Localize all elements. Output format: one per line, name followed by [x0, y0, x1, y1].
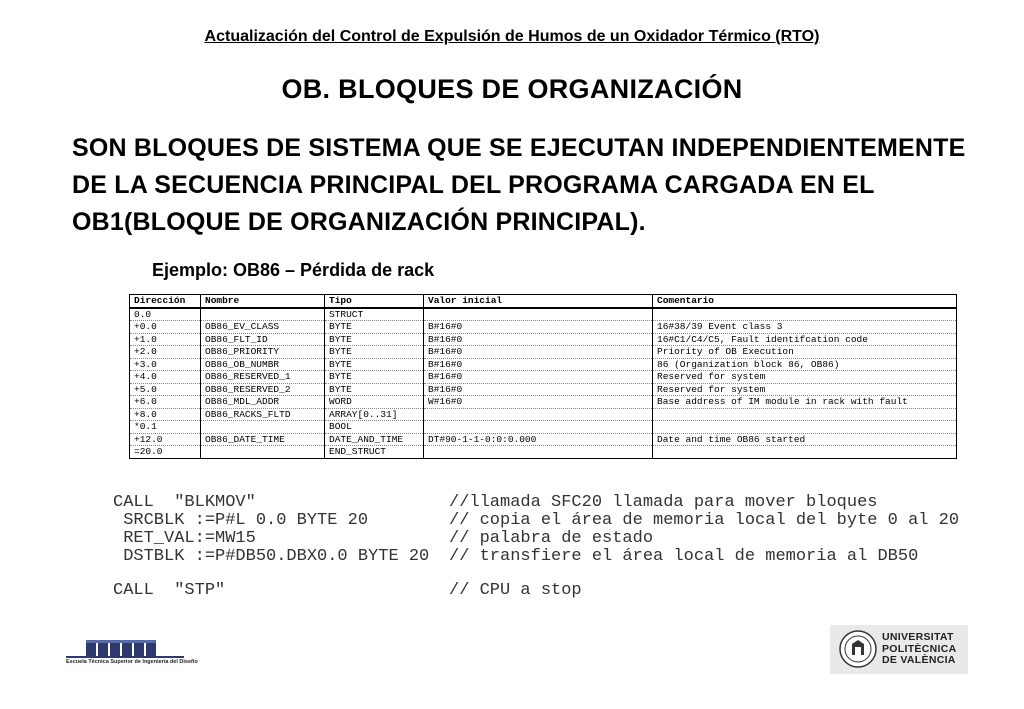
- cell-comentario: Priority of OB Execution: [653, 346, 957, 359]
- cell-comentario: [653, 308, 957, 321]
- cell-direccion: +4.0: [130, 371, 201, 384]
- table-row: [130, 408, 957, 421]
- cell-tipo: BYTE: [325, 383, 424, 396]
- cell-valor-inicial: [424, 308, 653, 321]
- code-instruction: SRCBLK :=P#L 0.0 BYTE 20: [113, 511, 369, 530]
- variable-declaration-table: [129, 294, 957, 459]
- table-row: [130, 421, 957, 434]
- table-row: [130, 433, 957, 446]
- table-row: [130, 308, 957, 321]
- upv-name-line: DE VALÈNCIA: [882, 654, 956, 666]
- code-comment: // CPU a stop: [449, 581, 582, 600]
- cell-tipo: END_STRUCT: [325, 446, 424, 459]
- code-line: [113, 548, 959, 566]
- cell-tipo: BYTE: [325, 333, 424, 346]
- body-line: DE LA SECUENCIA PRINCIPAL DEL PROGRAMA CARGADA EN EL: [72, 171, 875, 199]
- code-comment: // copia el área de memoria local del byte 0 al 20: [449, 511, 960, 530]
- cell-tipo: BYTE: [325, 346, 424, 359]
- etsid-name: Escuela Técnica Superior de Ingeniería del Diseño: [66, 659, 198, 665]
- table-header-row: [130, 295, 957, 308]
- cell-valor-inicial: B#16#0: [424, 346, 653, 359]
- column-header-direccion: Dirección: [130, 295, 201, 308]
- upv-name: [882, 632, 956, 667]
- table-row: [130, 396, 957, 409]
- cell-tipo: DATE_AND_TIME: [325, 433, 424, 446]
- code-comment: //llamada SFC20 llamada para mover bloques: [449, 493, 878, 512]
- cell-comentario: [653, 408, 957, 421]
- upv-name-line: POLITÈCNICA: [882, 642, 957, 655]
- cell-valor-inicial: B#16#0: [424, 321, 653, 334]
- cell-nombre: [201, 308, 325, 321]
- table-body: [130, 308, 957, 459]
- code-comment: // transfiere el área local de memoria al DB50: [449, 547, 919, 566]
- cell-nombre: OB86_RACKS_FLTD: [201, 408, 325, 421]
- cell-nombre: [201, 446, 325, 459]
- cell-valor-inicial: W#16#0: [424, 396, 653, 409]
- cell-valor-inicial: [424, 446, 653, 459]
- cell-comentario: 16#C1/C4/C5, Fault identifcation code: [653, 333, 957, 346]
- cell-nombre: OB86_EV_CLASS: [201, 321, 325, 334]
- cell-valor-inicial: B#16#0: [424, 371, 653, 384]
- cell-direccion: +1.0: [130, 333, 201, 346]
- code-instruction: CALL "STP": [113, 581, 226, 600]
- code-line: [113, 530, 959, 548]
- cell-direccion: +5.0: [130, 383, 201, 396]
- upv-seal-icon: [839, 630, 877, 668]
- cell-comentario: Date and time OB86 started: [653, 433, 957, 446]
- cell-valor-inicial: DT#90-1-1-0:0:0.000: [424, 433, 653, 446]
- table-row: [130, 333, 957, 346]
- code-instruction: CALL "BLKMOV": [113, 493, 256, 512]
- cell-nombre: OB86_DATE_TIME: [201, 433, 325, 446]
- cell-tipo: BYTE: [325, 358, 424, 371]
- cell-comentario: [653, 421, 957, 434]
- cell-valor-inicial: [424, 421, 653, 434]
- example-label: Ejemplo: OB86 – Pérdida de rack: [152, 260, 435, 280]
- cell-comentario: Reserved for system: [653, 383, 957, 396]
- cell-nombre: OB86_FLT_ID: [201, 333, 325, 346]
- cell-nombre: OB86_PRIORITY: [201, 346, 325, 359]
- code-line: [113, 582, 959, 600]
- cell-direccion: +6.0: [130, 396, 201, 409]
- code-comment: // palabra de estado: [449, 529, 654, 548]
- cell-tipo: ARRAY[0..31]: [325, 408, 424, 421]
- code-instruction: RET_VAL:=MW15: [113, 529, 256, 548]
- cell-comentario: 86 (Organization block 86, OB86): [653, 358, 957, 371]
- cell-tipo: BYTE: [325, 321, 424, 334]
- cell-comentario: Base address of IM module in rack with fault: [653, 396, 957, 409]
- cell-tipo: STRUCT: [325, 308, 424, 321]
- table-row: [130, 383, 957, 396]
- cell-nombre: OB86_MDL_ADDR: [201, 396, 325, 409]
- column-header-tipo: Tipo: [325, 295, 424, 308]
- cell-comentario: 16#38/39 Event class 3: [653, 321, 957, 334]
- table-row: [130, 371, 957, 384]
- cell-tipo: BYTE: [325, 371, 424, 384]
- section-title: OB. BLOQUES DE ORGANIZACIÓN: [281, 74, 743, 104]
- cell-valor-inicial: B#16#0: [424, 383, 653, 396]
- code-line: [113, 512, 959, 530]
- column-header-nombre: Nombre: [201, 295, 325, 308]
- table-row: [130, 346, 957, 359]
- table-row: [130, 446, 957, 459]
- code-line: [113, 494, 959, 512]
- code-instruction: DSTBLK :=P#DB50.DBX0.0 BYTE 20: [113, 547, 430, 566]
- cell-direccion: +8.0: [130, 408, 201, 421]
- body-paragraph: [72, 130, 1002, 241]
- cell-valor-inicial: B#16#0: [424, 333, 653, 346]
- cell-direccion: 0.0: [130, 308, 201, 321]
- cell-direccion: +0.0: [130, 321, 201, 334]
- cell-direccion: +12.0: [130, 433, 201, 446]
- cell-nombre: OB86_RESERVED_1: [201, 371, 325, 384]
- cell-comentario: Reserved for system: [653, 371, 957, 384]
- body-line: OB1(BLOQUE DE ORGANIZACIÓN PRINCIPAL).: [72, 208, 646, 236]
- cell-tipo: WORD: [325, 396, 424, 409]
- cell-tipo: BOOL: [325, 421, 424, 434]
- table-row: [130, 358, 957, 371]
- cell-nombre: [201, 421, 325, 434]
- cell-direccion: +2.0: [130, 346, 201, 359]
- document-header-title: Actualización del Control de Expulsión de Humos de un Oxidador Térmico (RTO): [204, 28, 820, 45]
- cell-nombre: OB86_RESERVED_2: [201, 383, 325, 396]
- cell-direccion: =20.0: [130, 446, 201, 459]
- cell-direccion: *0.1: [130, 421, 201, 434]
- body-line: SON BLOQUES DE SISTEMA QUE SE EJECUTAN INDEPENDIENTEMENTE: [72, 134, 966, 162]
- cell-comentario: [653, 446, 957, 459]
- cell-valor-inicial: [424, 408, 653, 421]
- cell-valor-inicial: B#16#0: [424, 358, 653, 371]
- column-header-valor-inicial: Valor inicial: [424, 295, 653, 308]
- cell-nombre: OB86_OB_NUMBR: [201, 358, 325, 371]
- column-header-comentario: Comentario: [653, 295, 957, 308]
- etsid-logo: [66, 636, 184, 672]
- table-row: [130, 321, 957, 334]
- upv-name-line: UNIVERSITAT: [882, 631, 954, 643]
- code-block: [113, 494, 959, 600]
- cell-direccion: +3.0: [130, 358, 201, 371]
- document-header: [0, 28, 1024, 46]
